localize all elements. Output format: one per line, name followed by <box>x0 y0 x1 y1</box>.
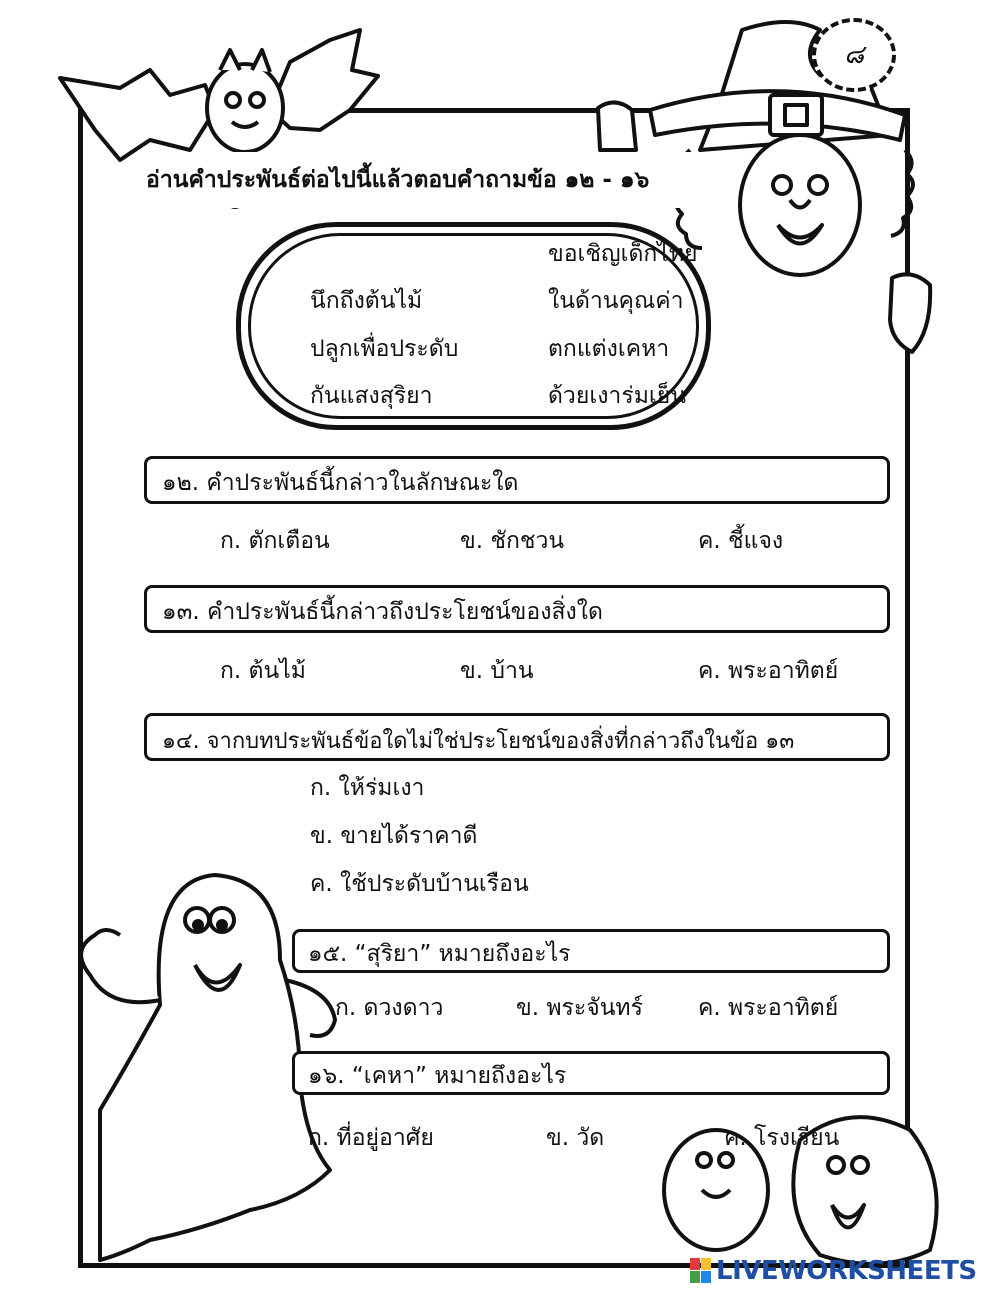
q15-option-b[interactable]: ข. พระจันทร์ <box>516 995 643 1021</box>
poem-line: นึกถึงต้นไม้ <box>310 288 423 314</box>
question-16-text: ๑๖. “เคหา” หมายถึงอะไร <box>308 1063 567 1089</box>
page-number: ๘ <box>812 18 896 92</box>
q12-option-b[interactable]: ข. ชักชวน <box>460 528 565 554</box>
q14-option-c[interactable]: ค. ใช้ประดับบ้านเรือน <box>310 871 529 897</box>
q13-option-c[interactable]: ค. พระอาทิตย์ <box>698 658 839 684</box>
poem-line: ขอเชิญเด็กไทย <box>548 241 698 267</box>
question-14-text: ๑๔. จากบทประพันธ์ข้อใดไม่ใช่ประโยชน์ของสิ่งที่กล่าวถึงในข้อ ๑๓ <box>162 729 795 754</box>
q16-option-a[interactable]: ก. ที่อยู่อาศัย <box>308 1125 434 1151</box>
question-15-text: ๑๕. “สุริยา” หมายถึงอะไร <box>308 941 571 967</box>
q14-option-a[interactable]: ก. ให้ร่มเงา <box>310 775 425 801</box>
poem-line: กันแสงสุริยา <box>310 383 433 409</box>
question-13-text: ๑๓. คำประพันธ์นี้กล่าวถึงประโยชน์ของสิ่งใด <box>162 599 603 625</box>
poem-line: ในด้านคุณค่า <box>548 288 684 314</box>
liveworksheets-logo-icon <box>690 1258 712 1284</box>
q16-option-b[interactable]: ข. วัด <box>546 1125 605 1151</box>
poem-line: ปลูกเพื่อประดับ <box>310 336 459 362</box>
q12-option-a[interactable]: ก. ตักเตือน <box>220 528 330 554</box>
poem-line: ด้วยเงาร่มเย็น <box>548 383 686 409</box>
q16-option-c[interactable]: ค. โรงเรียน <box>724 1125 840 1151</box>
q13-option-a[interactable]: ก. ต้นไม้ <box>220 658 306 684</box>
question-12-text: ๑๒. คำประพันธ์นี้กล่าวในลักษณะใด <box>162 470 519 496</box>
q13-option-b[interactable]: ข. บ้าน <box>460 658 534 684</box>
poem-line: ตกแต่งเคหา <box>548 336 670 362</box>
q15-option-c[interactable]: ค. พระอาทิตย์ <box>698 995 839 1021</box>
q12-option-c[interactable]: ค. ชี้แจง <box>698 528 784 554</box>
q14-option-b[interactable]: ข. ขายได้ราคาดี <box>310 823 478 849</box>
instruction-text: อ่านคำประพันธ์ต่อไปนี้แล้วตอบคำถามข้อ ๑๒ - ๑๖ <box>146 167 650 193</box>
liveworksheets-brand[interactable]: LIVEWORKSHEETS <box>716 1256 977 1286</box>
q15-option-a[interactable]: ก. ดวงดาว <box>335 995 444 1021</box>
